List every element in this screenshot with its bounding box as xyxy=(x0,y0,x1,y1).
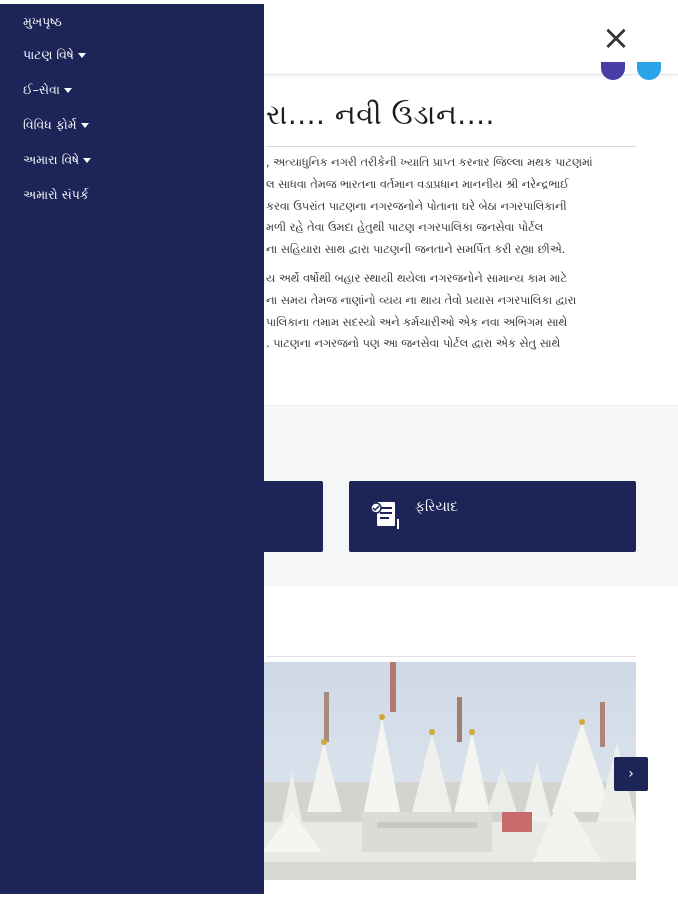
text-line: લ સાધવા તેમજ ભારતના વર્તમાન વડાપ્રધાન માનનીય શ્રી નરેન્દ્રભાઈ xyxy=(266,177,569,191)
gallery-divider xyxy=(266,656,636,657)
intro-paragraph xyxy=(266,152,636,261)
sidebar-item-label: મુખપૃષ્ઠ xyxy=(23,14,62,29)
temple-gallery-image xyxy=(262,662,636,880)
text-line: ના સહિયારા સાથ દ્વારા પાટણની જનતાને સમર્પિત કરી રહ્યા છીએ. xyxy=(266,243,566,257)
sidebar-nav xyxy=(0,4,264,894)
caret-down-icon xyxy=(78,53,86,58)
sidebar-item-label: અમારો સંપર્ક xyxy=(23,187,89,202)
sidebar-item-contact[interactable] xyxy=(23,187,89,203)
sidebar-item-label: ઈ–સેવા xyxy=(23,82,60,97)
second-paragraph xyxy=(266,268,636,355)
page-heading: રા.... નવી ઉડાન.... xyxy=(266,98,495,131)
text-line: કરવા ઉપરાંત પાટણના નગરજનોને પોતાના ઘરે બેઠા નગરપાલિકાની xyxy=(266,199,567,213)
complaint-card[interactable] xyxy=(349,481,636,552)
temple-illustration xyxy=(262,662,636,880)
complaint-card-label: ફરિયાદ xyxy=(415,499,459,515)
gallery-next-button[interactable]: › xyxy=(614,757,648,791)
sidebar-item-label: વિવિધ ફોર્મ xyxy=(23,117,77,132)
sidebar-item-home[interactable] xyxy=(23,14,62,30)
sidebar-item-about-us[interactable] xyxy=(23,152,91,168)
text-line: ના સમય તેમજ નાણાંનો વ્યય ના થાય તેવો પ્રયાસ નગરપાલિકા દ્વારા xyxy=(266,293,577,307)
sidebar-item-label: અમારા વિષે xyxy=(23,152,80,167)
heading-divider xyxy=(266,146,636,147)
text-line: , અત્યાધુનિક નગરી તરીકેની ખ્યાતિ પ્રાપ્ત કરનાર જિલ્લા મથક પાટણમાં xyxy=(266,156,593,169)
text-line: પાલિકાના તમામ સદસ્યો અને કર્મચારીઓ એક નવા અભિગમ સાથે xyxy=(266,315,568,329)
social-icon-twitter[interactable] xyxy=(637,62,661,80)
caret-down-icon xyxy=(81,123,89,128)
sidebar-item-about-patan[interactable] xyxy=(23,47,86,63)
text-line: મળી રહે તેવા ઉમદા હેતુથી પાટણ નગરપાલિકા જનસેવા પોર્ટલ xyxy=(266,221,544,235)
text-line: ય અર્થે વર્ષોથી બહાર સ્થાયી થયેલા નગરજનોને સામાન્ય કામ માટે xyxy=(266,272,568,285)
sidebar-item-forms[interactable] xyxy=(23,117,89,133)
caret-down-icon xyxy=(83,158,91,163)
caret-down-icon xyxy=(64,88,72,93)
sidebar-item-label: પાટણ વિષે xyxy=(23,47,74,62)
close-icon[interactable]: × xyxy=(601,18,631,58)
text-line: . પાટણના નગરજનો પણ આ જનસેવા પોર્ટલ દ્વારા એક સેતુ સાથે xyxy=(266,337,561,351)
sidebar-item-e-services[interactable] xyxy=(23,82,72,98)
complaint-document-icon xyxy=(369,499,401,533)
social-icon-primary[interactable] xyxy=(601,62,625,80)
